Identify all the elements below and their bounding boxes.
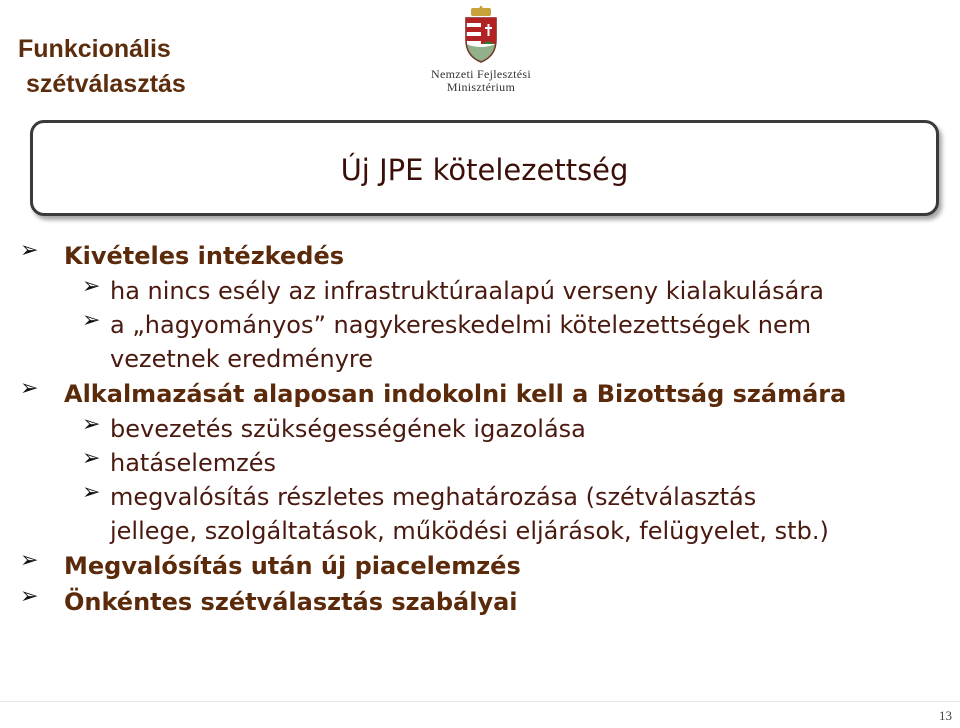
ministry-logo <box>416 6 546 96</box>
sub-bullet-item <box>18 274 948 308</box>
bullet-text: megvalósítás részletes meghatározása (szétválasztás <box>110 483 757 511</box>
bullet-text: ha nincs esély az infrastruktúraalapú verseny kialakulására <box>110 277 824 305</box>
ministry-name <box>416 68 546 94</box>
section-title <box>18 32 186 102</box>
sub-bullet-item <box>18 480 948 548</box>
coat-of-arms-icon <box>456 6 506 66</box>
arrow-bullet-icon: ➢ <box>82 412 101 437</box>
bullet-text: Kivételes intézkedés <box>64 242 345 270</box>
bullet-item <box>18 584 948 620</box>
bullet-text: Alkalmazását alaposan indokolni kell a Bizottság számára <box>64 380 847 408</box>
slide-number: 13 <box>939 708 952 723</box>
arrow-bullet-icon: ➢ <box>20 584 39 609</box>
section-title-line1: Funkcionális <box>18 35 171 63</box>
arrow-bullet-icon: ➢ <box>82 480 101 505</box>
arrow-bullet-icon: ➢ <box>20 376 39 401</box>
bullet-item <box>18 238 948 274</box>
sub-bullet-item <box>18 412 948 446</box>
arrow-bullet-icon: ➢ <box>82 308 101 333</box>
bullet-text: jellege, szolgáltatások, működési eljárások, felügyelet, stb.) <box>110 517 829 545</box>
bullet-text: Önkéntes szétválasztás szabályai <box>64 588 518 616</box>
section-title-line2: szétválasztás <box>26 70 186 98</box>
footer-divider <box>0 701 960 702</box>
sub-bullet-item <box>18 446 948 480</box>
arrow-bullet-icon: ➢ <box>20 238 39 263</box>
bullet-text: Megvalósítás után új piacelemzés <box>64 552 521 580</box>
arrow-bullet-icon: ➢ <box>82 274 101 299</box>
bullet-item <box>18 548 948 584</box>
bullet-text: vezetnek eredményre <box>110 345 374 373</box>
arrow-bullet-icon: ➢ <box>20 548 39 573</box>
slide-title-box <box>30 120 939 216</box>
bullet-text: hatáselemzés <box>110 449 276 477</box>
bullet-text: bevezetés szükségességének igazolása <box>110 415 586 443</box>
bullet-item <box>18 376 948 412</box>
sub-bullet-item <box>18 308 948 376</box>
bullet-text: a „hagyományos” nagykereskedelmi kötelezettségek nem <box>110 311 812 339</box>
ministry-name-line1: Nemzeti Fejlesztési <box>430 67 531 81</box>
bullet-list <box>18 238 948 620</box>
slide-title: Új JPE kötelezettség <box>340 153 629 187</box>
arrow-bullet-icon: ➢ <box>82 446 101 471</box>
ministry-name-line2: Minisztérium <box>446 80 516 94</box>
